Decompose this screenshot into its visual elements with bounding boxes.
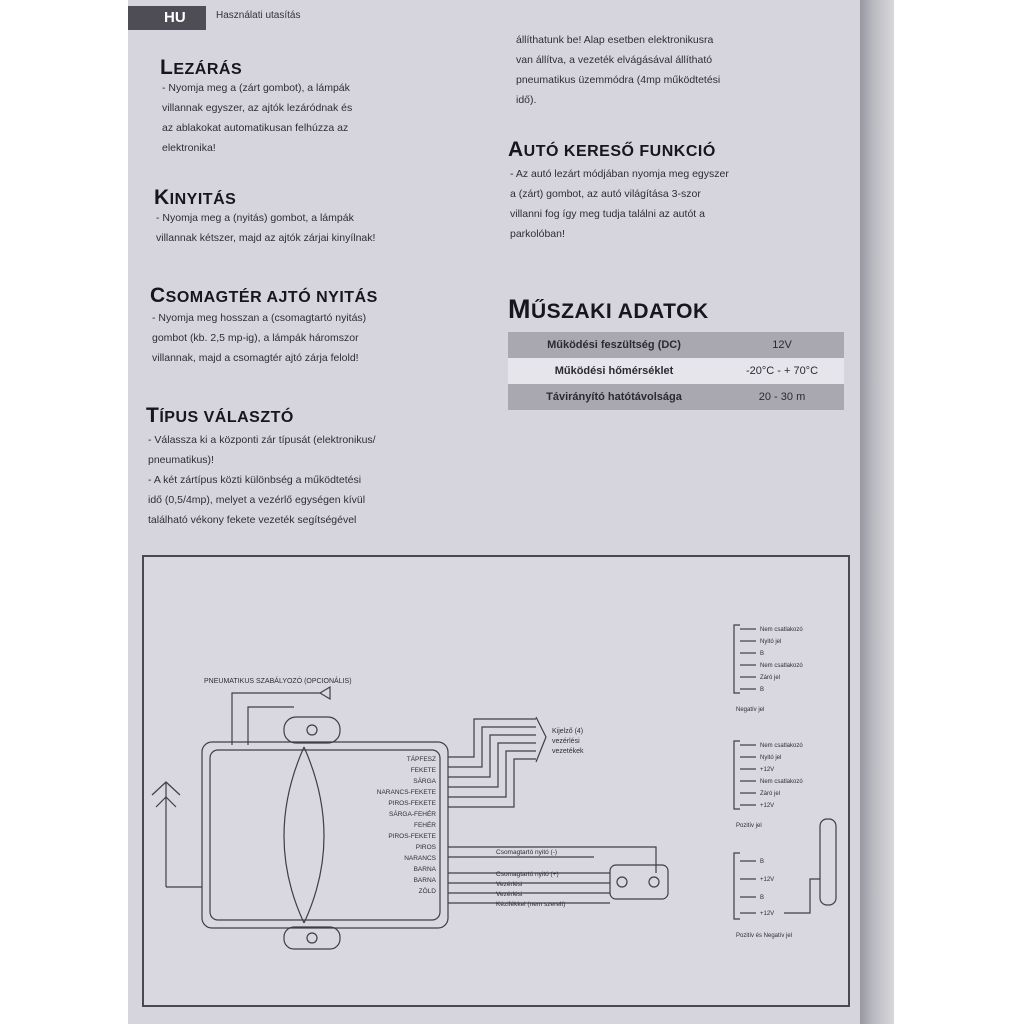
text-line: parkolóban! (510, 228, 565, 240)
screw-hole-icon (307, 725, 317, 735)
pneumatic-label: PNEUMATIKUS SZABÁLYOZÓ (OPCIONÁLIS) (204, 678, 352, 685)
table-row (508, 384, 844, 410)
text-line: villannak kétszer, majd az ajtók zárjai kinyílnak! (156, 232, 376, 244)
spec-label: Működési hőmérséklet (508, 358, 720, 384)
module-wire-label: PIROS-FEKETE (388, 833, 436, 840)
heading-auto-kereso: AUTÓ KERESŐ FUNKCIÓ (508, 138, 716, 161)
module-wire-label: NARANCS-FEKETE (376, 789, 436, 796)
pin-label: Nem csatlakozó (760, 663, 803, 669)
door-actuator-icon (820, 819, 836, 905)
pin-label: B (760, 859, 765, 865)
text-line: - Az autó lezárt módjában nyomja meg egyszer (510, 168, 729, 180)
spec-value: -20°C - + 70°C (720, 358, 844, 384)
pin-label: Nyitó jel (760, 639, 782, 645)
screw-hole-icon (617, 877, 627, 887)
book-spine-shadow (856, 0, 894, 1024)
text-line: pneumatikus üzemmódra (4mp működtetési (516, 74, 721, 86)
module-wire-label: NARANCS (404, 855, 436, 862)
text-kinyitas (156, 208, 486, 248)
text-line: villanni fog így meg tudja találni az autót a (510, 208, 705, 220)
harness-wire (448, 743, 536, 787)
heading-muszaki: MŰSZAKI ADATOK (508, 294, 709, 324)
spec-value: 12V (720, 332, 844, 358)
text-line: az ablakokat automatikusan felhúzza az (162, 122, 349, 134)
text-csomagter (152, 308, 482, 368)
spec-label: Távirányító hatótávolsága (508, 384, 720, 410)
group-caption: Pozitív és Negatív jel (736, 933, 793, 939)
heading-csomagter: CSOMAGTÉR AJTÓ NYITÁS (150, 284, 378, 307)
module-wire-label: SÁRGA (413, 778, 436, 785)
module-wire-label: ZÖLD (418, 888, 436, 895)
text-line: idő (0,5/4mp), melyet a vezérlő egységen kívül (148, 494, 366, 506)
text-line: állíthatunk be! Alap esetben elektronikusra (516, 34, 714, 46)
trunk-wire-label: Kézifékkel (nem szerelt) (496, 901, 566, 908)
connector-bracket (734, 741, 740, 809)
wiring-diagram (142, 555, 850, 1007)
text-line: található vékony fekete vezeték segítségével (148, 514, 357, 526)
text-line: van állítva, a vezeték elvágásával állítható (516, 54, 713, 66)
text-line: - Nyomja meg hosszan a (csomagtartó nyitás) (152, 312, 367, 324)
text-line: villannak egyszer, az ajtók lezáródnak és (162, 102, 353, 114)
mounting-lug-top (284, 717, 340, 743)
table-row (508, 358, 844, 384)
group-caption: Negatív jel (736, 707, 765, 713)
pneumatic-connector-icon (320, 687, 330, 699)
wiring-diagram-svg (144, 557, 848, 1005)
heading-tipus: TÍPUS VÁLASZTÓ (146, 404, 294, 427)
module-wire-label: SÁRGA-FEHÉR (389, 811, 436, 818)
pin-label: Záró jel (760, 791, 781, 797)
text-line: - Válassza ki a központi zár típusát (elektronikus/ (148, 434, 376, 446)
spec-label: Működési feszültség (DC) (508, 332, 720, 358)
text-lezaras (162, 78, 482, 158)
pin-label: +12V (760, 911, 775, 917)
pneumatic-wire (232, 693, 320, 745)
module-wire-label: FEKETE (410, 767, 436, 774)
pin-label: +12V (760, 803, 775, 809)
module-lens-icon (284, 747, 324, 923)
module-wire-label: BARNA (413, 866, 436, 873)
connector-bracket (734, 853, 740, 919)
text-line: - A két zártípus közti különbség a működtetési (148, 474, 362, 486)
group-caption: Pozitív jel (736, 823, 762, 829)
pin-label: Nem csatlakozó (760, 627, 803, 633)
language-tab: HU (128, 6, 206, 30)
running-title: Használati utasítás (216, 10, 301, 21)
module-wire-label: BARNA (413, 877, 436, 884)
text-line: a (zárt) gombot, az autó világítása 3-szor (510, 188, 701, 200)
manual-page (128, 0, 860, 1024)
callout-label: vezetékek (552, 748, 584, 755)
text-auto-kereso (510, 164, 840, 244)
module-wire-label: FEHÉR (413, 822, 436, 829)
harness-wire (448, 727, 536, 767)
text-tipus (148, 430, 488, 530)
text-line: pneumatikus)! (148, 454, 214, 466)
screw-hole-icon (307, 933, 317, 943)
mounting-lug-bottom (284, 927, 340, 949)
trunk-wire-label: Csomagtartó nyitó (-) (496, 849, 558, 856)
harness-wire (448, 751, 536, 797)
pin-label: B (760, 651, 765, 657)
text-line: elektronika! (162, 142, 216, 154)
specs-table (508, 332, 844, 410)
text-line: idő). (516, 94, 537, 106)
text-line: villannak, majd a csomagtér ajtó zárja felold! (152, 352, 359, 364)
callout-label: Kijelző (4) (552, 728, 584, 735)
callout-label: vezérlési (552, 738, 580, 745)
screw-hole-icon (649, 877, 659, 887)
pin-label: B (760, 895, 765, 901)
pin-label: Nyitó jel (760, 755, 782, 761)
pin-label: Nem csatlakozó (760, 779, 803, 785)
heading-lezaras: LEZÁRÁS (160, 56, 243, 79)
harness-wire (448, 735, 536, 777)
trunk-wire-label: Vezérlési (496, 891, 523, 898)
trunk-wire-label: Vezérlési (496, 881, 523, 888)
text-line: gombot (kb. 2,5 mp-ig), a lámpák háromszor (152, 332, 359, 344)
heading-kinyitas: KINYITÁS (154, 186, 237, 209)
pin-label: Nem csatlakozó (760, 743, 803, 749)
table-row (508, 332, 844, 358)
pin-label: Záró jel (760, 675, 781, 681)
module-wire-label: TÁPFESZ (406, 756, 436, 763)
pin-label: +12V (760, 877, 775, 883)
harness-bracket (536, 717, 546, 762)
connector-bracket (734, 625, 740, 693)
pin-label: B (760, 687, 765, 693)
trunk-wire-label: Csomagtartó nyitó (+) (496, 871, 559, 878)
spec-value: 20 - 30 m (720, 384, 844, 410)
module-wire-label: PIROS (415, 844, 436, 851)
text-line: - Nyomja meg a (zárt gombot), a lámpák (162, 82, 350, 94)
module-wire-label: PIROS-FEKETE (388, 800, 436, 807)
actuator-wire (784, 879, 820, 913)
harness-wire (448, 759, 536, 807)
text-line: - Nyomja meg a (nyitás) gombot, a lámpák (156, 212, 354, 224)
pin-label: +12V (760, 767, 775, 773)
text-folytatas (516, 30, 836, 110)
